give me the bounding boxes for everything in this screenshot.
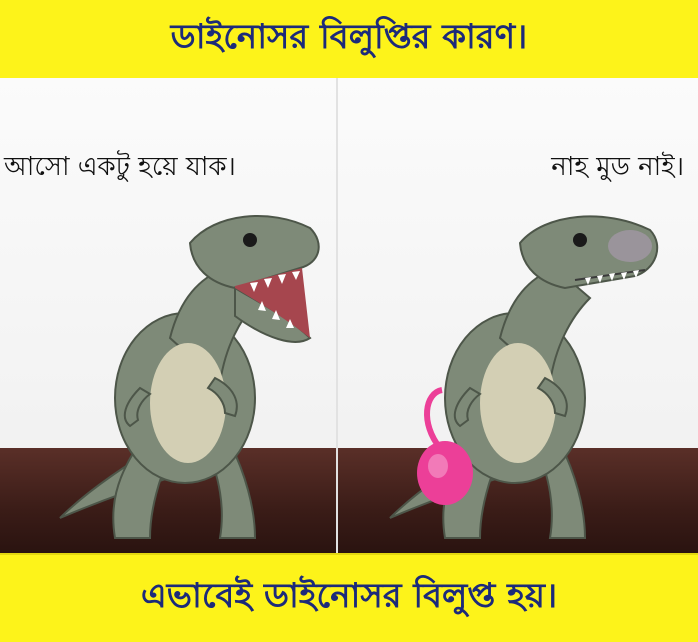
punchline-text: এভাবেই ডাইনোসর বিলুপ্ত হয়। xyxy=(140,576,558,616)
meme-title: ডাইনোসর বিলুপ্তির কারণ। xyxy=(170,16,528,57)
top-banner xyxy=(0,0,698,80)
meme-photo xyxy=(0,78,698,553)
dinosaur-figure-open-mouth xyxy=(20,188,350,548)
dinosaur-figure-closed-mouth xyxy=(350,188,680,548)
right-caption: নাহ মুড নাই। xyxy=(551,152,684,182)
bottom-banner xyxy=(0,553,698,642)
left-caption: আসো একটু হয়ে যাক। xyxy=(4,152,236,182)
